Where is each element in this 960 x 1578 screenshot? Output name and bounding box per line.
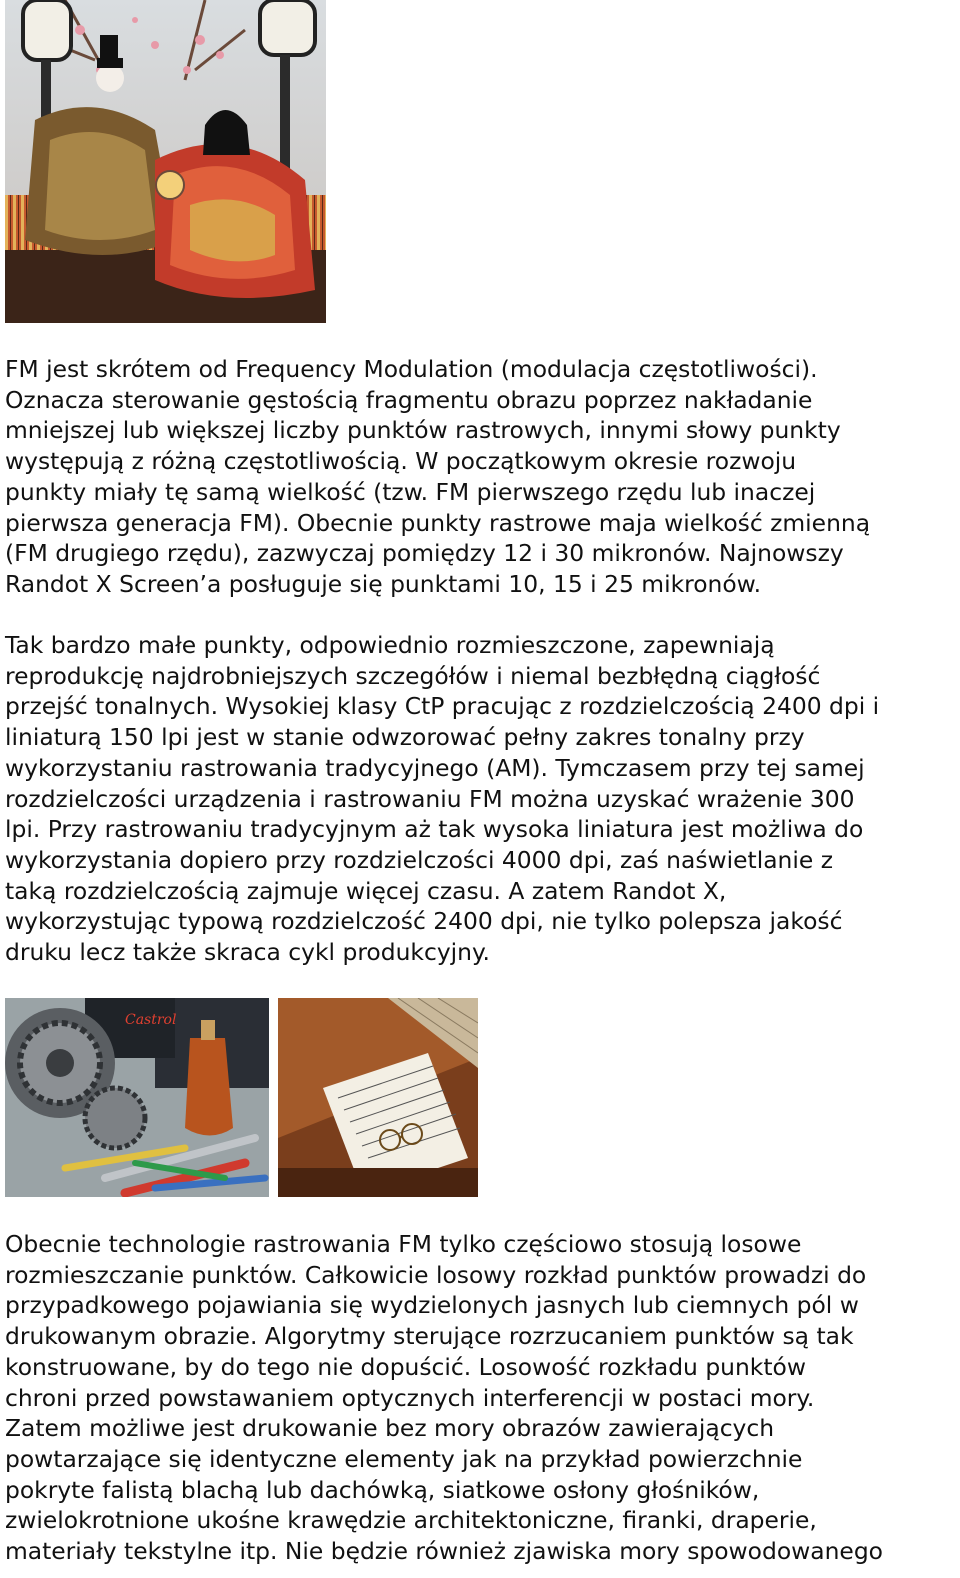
paragraph-random-dots bbox=[5, 1229, 957, 1567]
text-line: przypadkowego pojawiania się wydzielonych jasnych lub ciemnych pól w bbox=[5, 1291, 859, 1320]
text-line: punkty miały tę samą wielkość (tzw. FM pierwszego rzędu lub inaczej bbox=[5, 477, 816, 506]
text-line: wykorzystując typową rozdzielczość 2400 dpi, nie tylko polepsza jakość bbox=[5, 907, 843, 936]
svg-text:Castrol: Castrol bbox=[125, 1012, 177, 1028]
text-line: Randot X Screen’a posługuje się punktami 10, 15 i 25 mikronów. bbox=[5, 569, 762, 598]
text-line: drukowanym obrazie. Algorytmy sterujące rozrzucaniem punktów są tak bbox=[5, 1322, 854, 1351]
text-line: wykorzystania dopiero przy rozdzielczości 4000 dpi, zaś naświetlanie z bbox=[5, 845, 833, 874]
text-line: występują z różną częstotliwością. W początkowym okresie rozwoju bbox=[5, 447, 797, 476]
text-line: zwielokrotnione ukośne krawędzie architektoniczne, firanki, draperie, bbox=[5, 1506, 817, 1535]
text-line: (FM drugiego rzędu), zazwyczaj pomiędzy 12 i 30 mikronów. Najnowszy bbox=[5, 539, 844, 568]
engine-tools-photo bbox=[5, 998, 269, 1197]
text-line: lpi. Przy rastrowaniu tradycyjnym aż tak wysoka liniatura jest możliwa do bbox=[5, 815, 864, 844]
text-line: liniaturą 150 lpi jest w stanie odwzorować pełny zakres tonalny przy bbox=[5, 723, 805, 752]
text-line: pokryte falistą blachą lub dachówką, siatkowe osłony głośników, bbox=[5, 1475, 760, 1504]
text-line: rozmieszczanie punktów. Całkowicie losowy rozkład punktów prowadzi do bbox=[5, 1260, 867, 1289]
text-line: Zatem możliwe jest drukowanie bez mory obrazów zawierających bbox=[5, 1414, 775, 1443]
text-line: wykorzystaniu rastrowania tradycyjnego (AM). Tymczasem przy tej samej bbox=[5, 753, 865, 782]
piano-sheet-music-photo bbox=[278, 998, 478, 1197]
text-line: powtarzające się identyczne elementy jak na przykład powierzchnie bbox=[5, 1444, 803, 1473]
text-line: druku lecz także skraca cykl produkcyjny. bbox=[5, 938, 490, 967]
text-line: taką rozdzielczością zajmuje więcej czasu. A zatem Randot X, bbox=[5, 876, 727, 905]
text-line: reprodukcję najdrobniejszych szczegółów i niemal bezbłędną ciągłość bbox=[5, 661, 821, 690]
hina-dolls-photo bbox=[5, 0, 326, 323]
text-line: pierwsza generacja FM). Obecnie punkty rastrowe maja wielkość zmienną bbox=[5, 508, 871, 537]
text-line: rozdzielczości urządzenia i rastrowaniu FM można uzyskać wrażenie 300 bbox=[5, 784, 855, 813]
paragraph-fm-definition bbox=[5, 354, 957, 600]
text-line: przejść tonalnych. Wysokiej klasy CtP pracując z rozdzielczością 2400 dpi i bbox=[5, 692, 880, 721]
text-line: Oznacza sterowanie gęstością fragmentu obrazu poprzez nakładanie bbox=[5, 385, 813, 414]
text-line: FM jest skrótem od Frequency Modulation (modulacja częstotliwości). bbox=[5, 355, 818, 383]
text-line: chroni przed powstawaniem optycznych interferencji w postaci mory. bbox=[5, 1383, 815, 1412]
text-line: Tak bardzo małe punkty, odpowiednio rozmieszczone, zapewniają bbox=[5, 631, 775, 659]
text-line: konstruowane, by do tego nie dopuścić. Losowość rozkładu punktów bbox=[5, 1352, 806, 1381]
text-line: Obecnie technologie rastrowania FM tylko częściowo stosują losowe bbox=[5, 1230, 802, 1258]
paragraph-small-dots bbox=[5, 630, 957, 968]
text-line: mniejszej lub większej liczby punktów rastrowych, innymi słowy punkty bbox=[5, 416, 841, 445]
text-line: materiały tekstylne itp. Nie będzie również zjawiska mory spowodowanego bbox=[5, 1537, 883, 1566]
